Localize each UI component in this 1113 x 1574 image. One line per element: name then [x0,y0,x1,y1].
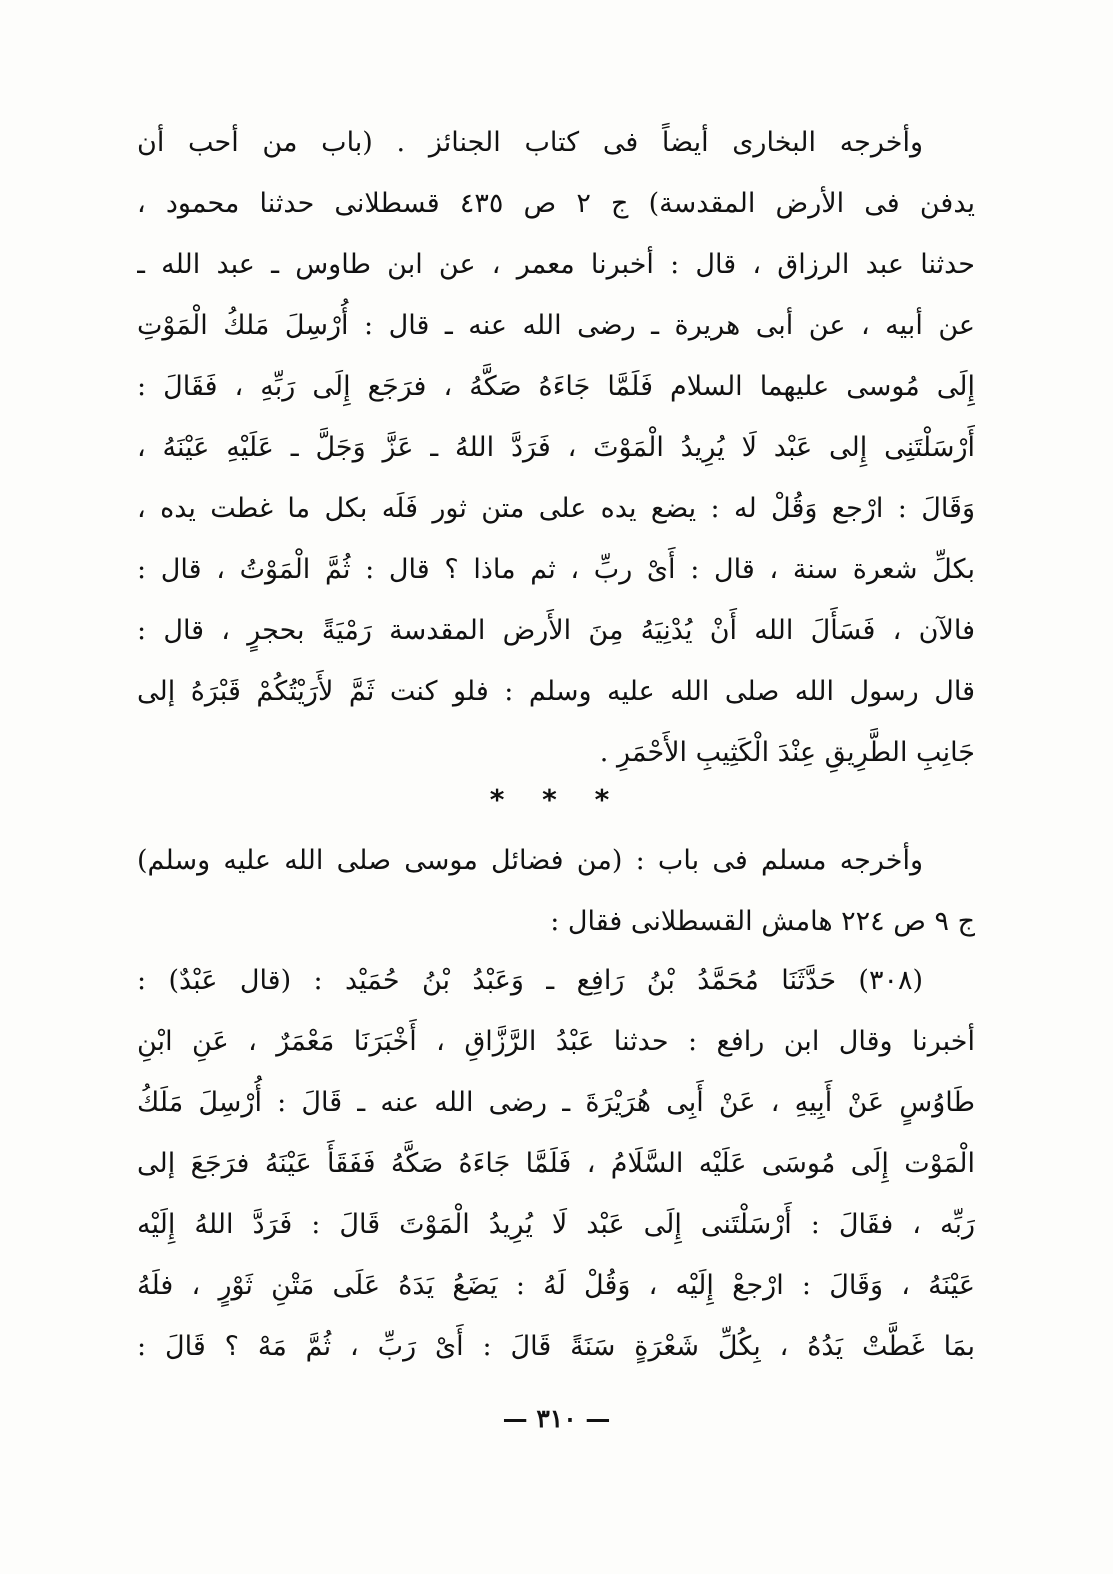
text-line: فالآن ، فَسَأَلَ الله أَنْ يُدْنِيَهُ مِنَ الأَرض المقدسة رَمْيَةً بحجرٍ ، قال : [137,615,975,646]
text-line: وأخرجه البخارى أيضاً فى كتاب الجنائز . (باب من أحب أن [137,127,923,158]
text-line: أَرْسَلْتَنِى إِلى عَبْد لَا يُرِيدُ الْمَوْتَ ، فَرَدَّ اللهُ ـ عَزَّ وَجَلَّ ـ عَلَيْهِ عَيْنَهُ ، [137,432,975,463]
text-line: رَبِّه ، فقَالَ : أَرْسَلْتَنى إِلَى عَبْد لَا يُرِيدُ الْمَوْتَ قَالَ : فَرَدَّ اللهُ إِلَيْه [137,1209,975,1240]
text-line: طَاوُسٍ عَنْ أَبِيهِ ، عَنْ أَبِى هُرَيْرَةَ ـ رضى الله عنه ـ قَالَ : أُرْسِلَ مَلَكُ [137,1087,975,1118]
text-line: يدفن فى الأرض المقدسة) ج ٢ ص ٤٣٥ قسطلانى حدثنا محمود ، [137,188,975,219]
text-line: (٣٠٨) حَدَّثَنَا مُحَمَّدُ بْنُ رَافِع ـ وَعَبْدُ بْنُ حُمَيْد : (قال عَبْدٌ) : [137,965,923,996]
paragraph-bukhari [137,112,975,783]
text-line: بكلِّ شعرة سنة ، قال : أَىْ ربِّ ، ثم ماذا ؟ قال : ثُمَّ الْمَوْتُ ، قال : [137,554,975,585]
text-line: قال رسول الله صلى الله عليه وسلم : فلو كنت ثَمَّ لأَرَيْتُكُمْ قَبْرَهُ إلى [137,676,975,707]
paragraph-hadith-308 [137,950,975,1377]
text-line: جَانِبِ الطَّرِيقِ عِنْدَ الْكَثِيبِ الأَحْمَرِ . [599,737,975,768]
text-line: بمَا غَطَّتْ يَدُهُ ، بِكُلِّ شَعْرَةٍ سَنَةً قَالَ : أَىْ رَبِّ ، ثُمَّ مَهْ ؟ قَالَ : [137,1331,975,1362]
text-line: حدثنا عبد الرزاق ، قال : أخبرنا معمر ، عن ابن طاوس ـ عبد الله ـ [137,249,975,280]
text-line: وأخرجه مسلم فى باب : (من فضائل موسى صلى الله عليه وسلم) [137,845,923,876]
section-separator: * * * [489,783,624,816]
page-number: — ٣١٠ — [502,1404,611,1433]
paragraph-muslim-intro [137,830,975,952]
text-line: ج ٩ ص ٢٢٤ هامش القسطلانى فقال : [550,906,975,937]
text-line: عَيْنَهُ ، وَقَالَ : ارْجعْ إِلَيْه ، وَقُلْ لَهُ : يَضَعُ يَدَهُ عَلَى مَتْنِ ثَوْرٍ ، فلَهُ [137,1270,975,1301]
text-line: أخبرنا وقال ابن رافع : حدثنا عَبْدُ الرَّزَّاقِ ، أَخْبَرَنَا مَعْمَرٌ ، عَنِ ابْنِ [137,1026,975,1057]
text-line: عن أبيه ، عن أبى هريرة ـ رضى الله عنه ـ قال : أُرْسِلَ مَلكُ الْمَوْتِ [137,310,975,341]
text-line: إِلَى مُوسى عليهما السلام فَلَمَّا جَاءَهُ صَكَّهُ ، فرَجَع إِلَى رَبِّهِ ، فَقَالَ : [137,371,975,402]
text-line: الْمَوْت إِلَى مُوسَى عَلَيْه السَّلَامُ ، فَلَمَّا جَاءَهُ صَكَّهُ فَفَقَأَ عَيْنَهُ فرَجَعَ إلى [137,1148,975,1179]
text-line: وَقَالَ : ارْجع وَقُلْ له : يضع يده على متن ثور فَلَه بكل ما غطت يده ، [137,493,975,524]
